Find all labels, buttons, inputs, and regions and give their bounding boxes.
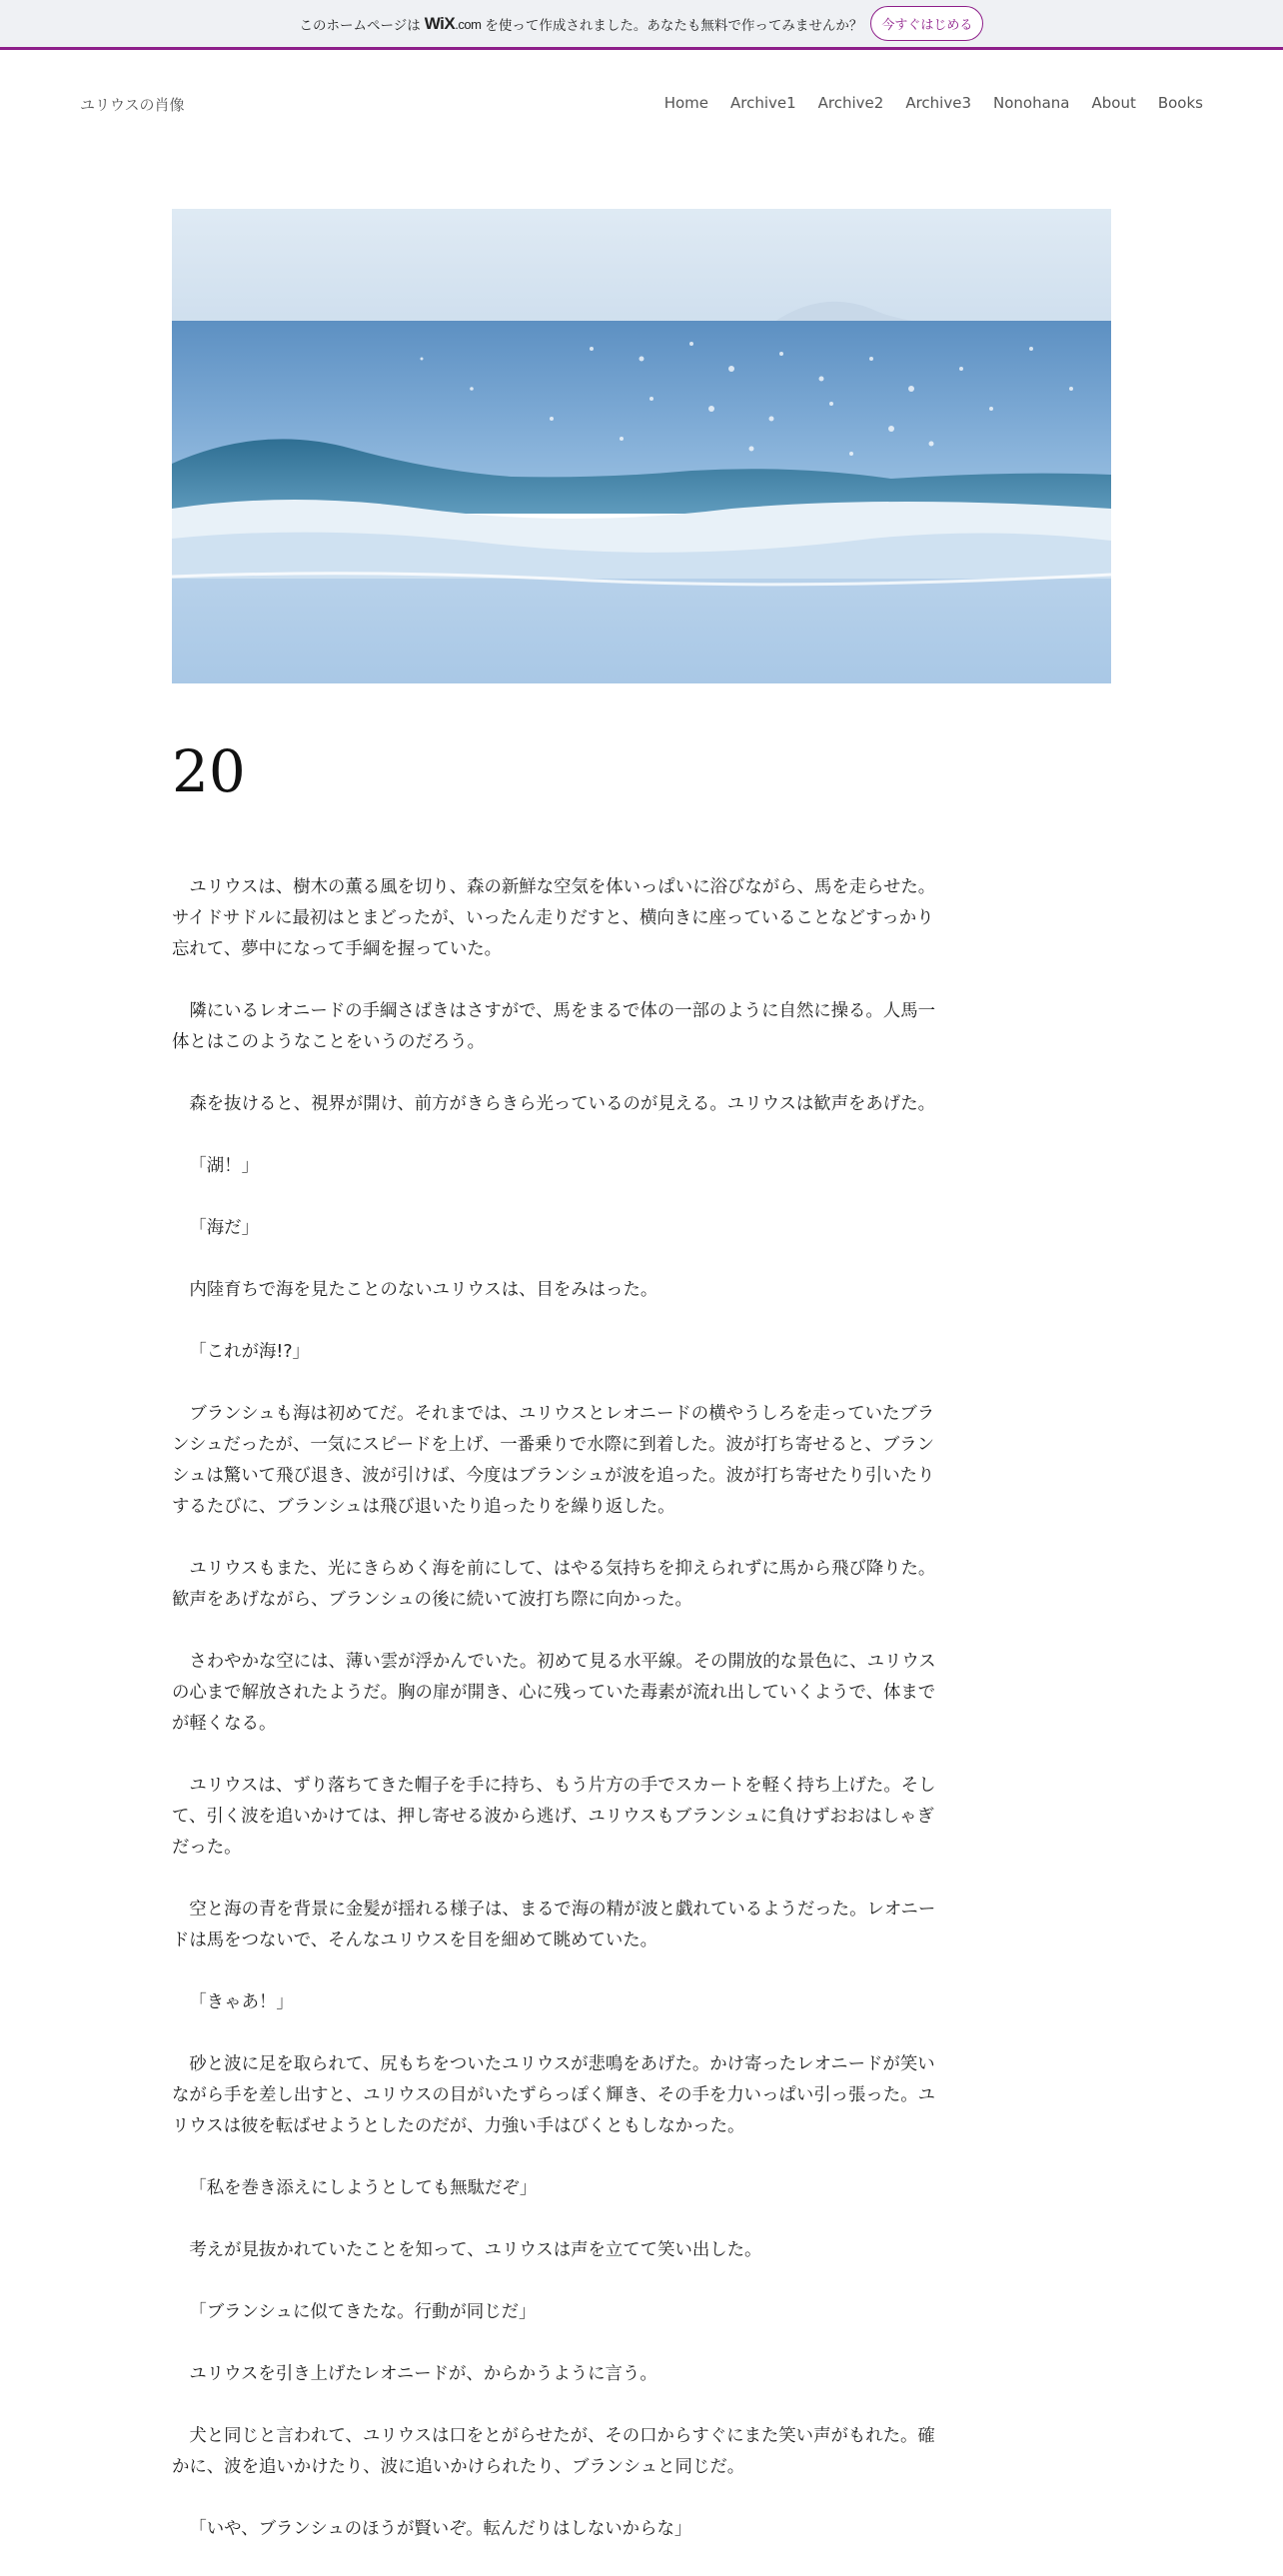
paragraph: ユリウスは、ずり落ちてきた帽子を手に持ち、もう片方の手でスカートを軽く持ち上げた。そして、引く波を追いかけては、押し寄せる波から逃げ、ユリウスもブランシュに負けずおおはしゃぎだった。	[172, 1776, 936, 1858]
site-title[interactable]: ユリウスの肖像	[80, 96, 185, 114]
nav-archive3[interactable]: Archive3	[905, 94, 971, 112]
paragraph: 隣にいるレオニードの手綱さばきはさすがで、馬をまるで体の一部のように自然に操る。人馬一体とはこのようなことをいうのだろう。	[172, 1001, 935, 1052]
wix-logo-suffix: .com	[455, 16, 482, 32]
nav-about[interactable]: About	[1091, 94, 1136, 112]
paragraph: 森を抜けると、視界が開け、前方がきらきら光っているのが見える。ユリウスは歓声をあげた。	[189, 1094, 935, 1114]
start-now-button[interactable]: 今すぐはじめる	[870, 6, 983, 41]
paragraph: 「きゃあ！」	[189, 1992, 294, 2012]
wix-banner-text-after: を使って作成されました。あなたも無料で作ってみませんか？	[485, 17, 863, 34]
nav-archive1[interactable]: Archive1	[729, 94, 796, 112]
post-title: 20	[172, 737, 246, 805]
nav-nonohana[interactable]: Nonohana	[993, 94, 1070, 112]
paragraph: ユリウスは、樹木の薫る風を切り、森の新鮮な空気を体いっぱいに浴びながら、馬を走らせた。サイドサドルに最初はとまどったが、いったん走りだすと、横向きに座っていることなどすっかり忘れて、夢中になって手綱を握っていた。	[172, 877, 936, 959]
paragraph: ユリウスもまた、光にきらめく海を前にして、はやる気持ちを抑えられずに馬から飛び降りた。歓声をあげながら、ブランシュの後に続いて波打ち際に向かった。	[172, 1559, 936, 1610]
paragraph: 「ブランシュに似てきたな。行動が同じだ」	[189, 2302, 537, 2322]
paragraph: 「湖！」	[189, 1156, 259, 1176]
wix-promo-banner	[0, 0, 1283, 50]
nav-home[interactable]: Home	[663, 94, 708, 112]
nav-books[interactable]: Books	[1157, 94, 1203, 112]
main-nav	[642, 94, 1203, 112]
paragraph: 「私を巻き添えにしようとしても無駄だぞ」	[189, 2178, 538, 2198]
post-body	[172, 872, 948, 2576]
paragraph: 「いや、ブランシュのほうが賢いぞ。転んだりはしないからな」	[189, 2519, 692, 2539]
paragraph: ブランシュも海は初めてだ。それまでは、ユリウスとレオニードの横やうしろを走っていたブランシュだったが、一気にスピードを上げ、一番乗りで水際に到着した。波が打ち寄せると、ブランシュは驚いて飛び退き、波が引けば、今度はブランシュが波を追った。波が打ち寄せたり引いたりするたびに、ブランシュは飛び退いたり追ったりを繰り返した。	[172, 1404, 935, 1517]
paragraph: ユリウスを引き上げたレオニードが、からかうように言う。	[189, 2364, 657, 2384]
paragraph: 空と海の青を背景に金髪が揺れる様子は、まるで海の精が波と戯れているようだった。レオニードは馬をつないで、そんなユリウスを目を細めて眺めていた。	[172, 1900, 936, 1950]
paragraph: 砂と波に足を取られて、尻もちをついたユリウスが悲鳴をあげた。かけ寄ったレオニードが笑いながら手を差し出すと、ユリウスの目がいたずらっぽく輝き、その手を力いっぱい引っ張った。ユリウスは彼を転ばせようとしたのだが、力強い手はびくともしなかった。	[172, 2054, 935, 2136]
paragraph: 内陸育ちで海を見たことのないユリウスは、目をみはった。	[189, 1280, 658, 1300]
hero-sea-image	[172, 209, 1111, 683]
paragraph: 「海だ」	[189, 1218, 259, 1238]
paragraph: 考えが見抜かれていたことを知って、ユリウスは声を立てて笑い出した。	[189, 2240, 762, 2260]
wix-logo	[425, 14, 482, 34]
paragraph: さわやかな空には、薄い雲が浮かんでいた。初めて見る水平線。その開放的な景色に、ユリウスの心まで解放されたようだ。胸の扉が開き、心に残っていた毒素が流れ出していくようで、体までが軽くなる。	[172, 1652, 936, 1734]
nav-archive2[interactable]: Archive2	[817, 94, 884, 112]
paragraph: 犬と同じと言われて、ユリウスは口をとがらせたが、その口からすぐにまた笑い声がもれた。確かに、波を追いかけたり、波に追いかけられたり、ブランシュと同じだ。	[172, 2426, 935, 2477]
wix-banner-text-before: このホームページは	[299, 17, 421, 34]
wix-logo-main: WiX	[424, 13, 456, 33]
paragraph: 「これが海!?」	[189, 1342, 310, 1362]
